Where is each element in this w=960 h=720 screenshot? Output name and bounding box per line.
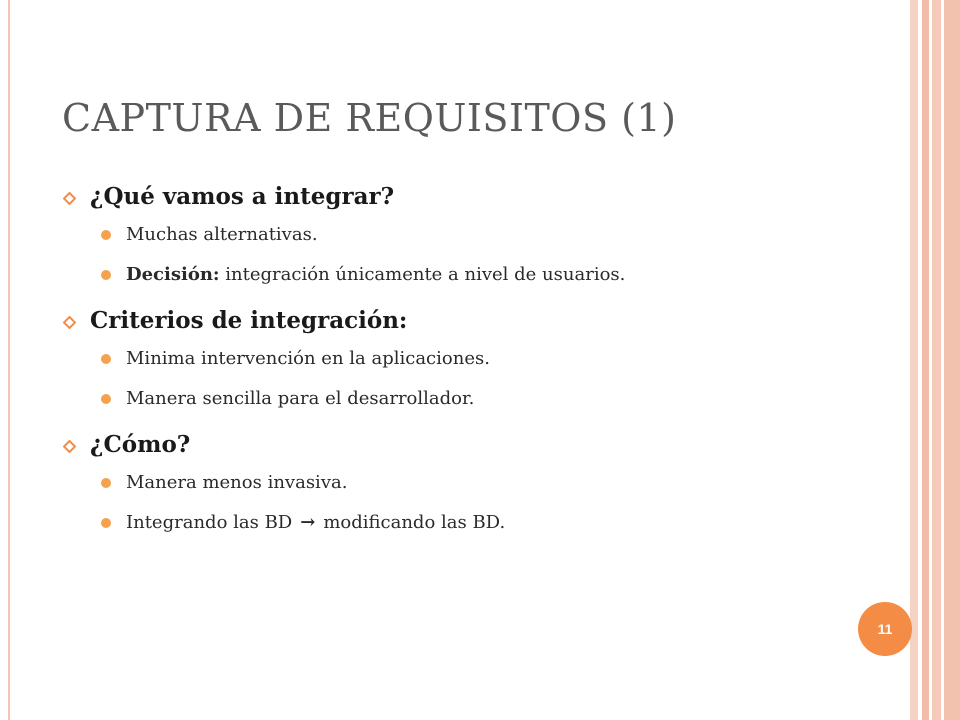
- section-heading-text: ¿Qué vamos a integrar?: [90, 183, 395, 210]
- section-heading-text: Criterios de integración:: [90, 307, 408, 334]
- circle-bullet-icon: [101, 394, 111, 404]
- section-heading: [60, 427, 900, 463]
- circle-bullet-icon: [101, 478, 111, 488]
- list-item-text: integración únicamente a nivel de usuarios.: [219, 264, 626, 285]
- stripe: [932, 0, 941, 720]
- list-item: [60, 339, 900, 379]
- slide-title: CAPTURA DE REQUISITOS (1): [62, 96, 677, 140]
- list-item: [60, 503, 900, 543]
- list-item-text: Muchas alternativas.: [126, 224, 318, 245]
- page-number-badge: 11: [858, 602, 912, 656]
- hollow-diamond-bullet-icon: [63, 440, 76, 453]
- stripe: [944, 0, 960, 720]
- list-item-bold-prefix: Decisión:: [126, 264, 220, 285]
- decorative-stripes: [910, 0, 960, 720]
- circle-bullet-icon: [101, 354, 111, 364]
- stripe: [922, 0, 929, 720]
- left-frame-line: [8, 0, 10, 720]
- list-item: [60, 379, 900, 419]
- circle-bullet-icon: [101, 230, 111, 240]
- list-item-text: Manera sencilla para el desarrollador.: [126, 388, 475, 409]
- section-heading: [60, 303, 900, 339]
- hollow-diamond-bullet-icon: [63, 316, 76, 329]
- list-item-text: Minima intervención en la aplicaciones.: [126, 348, 490, 369]
- stripe: [910, 0, 918, 720]
- list-item-text: modificando las BD.: [323, 512, 506, 533]
- circle-bullet-icon: [101, 518, 111, 528]
- hollow-diamond-bullet-icon: [63, 192, 76, 205]
- bullet-list: [60, 175, 900, 543]
- section-heading-text: ¿Cómo?: [90, 431, 191, 458]
- section-heading: [60, 179, 900, 215]
- list-item: [60, 463, 900, 503]
- circle-bullet-icon: [101, 270, 111, 280]
- list-item: [60, 255, 900, 295]
- list-item-text: Integrando las BD: [126, 512, 293, 533]
- arrow-right-icon: →: [300, 512, 316, 533]
- list-item-text: Manera menos invasiva.: [126, 472, 348, 493]
- list-item: [60, 215, 900, 255]
